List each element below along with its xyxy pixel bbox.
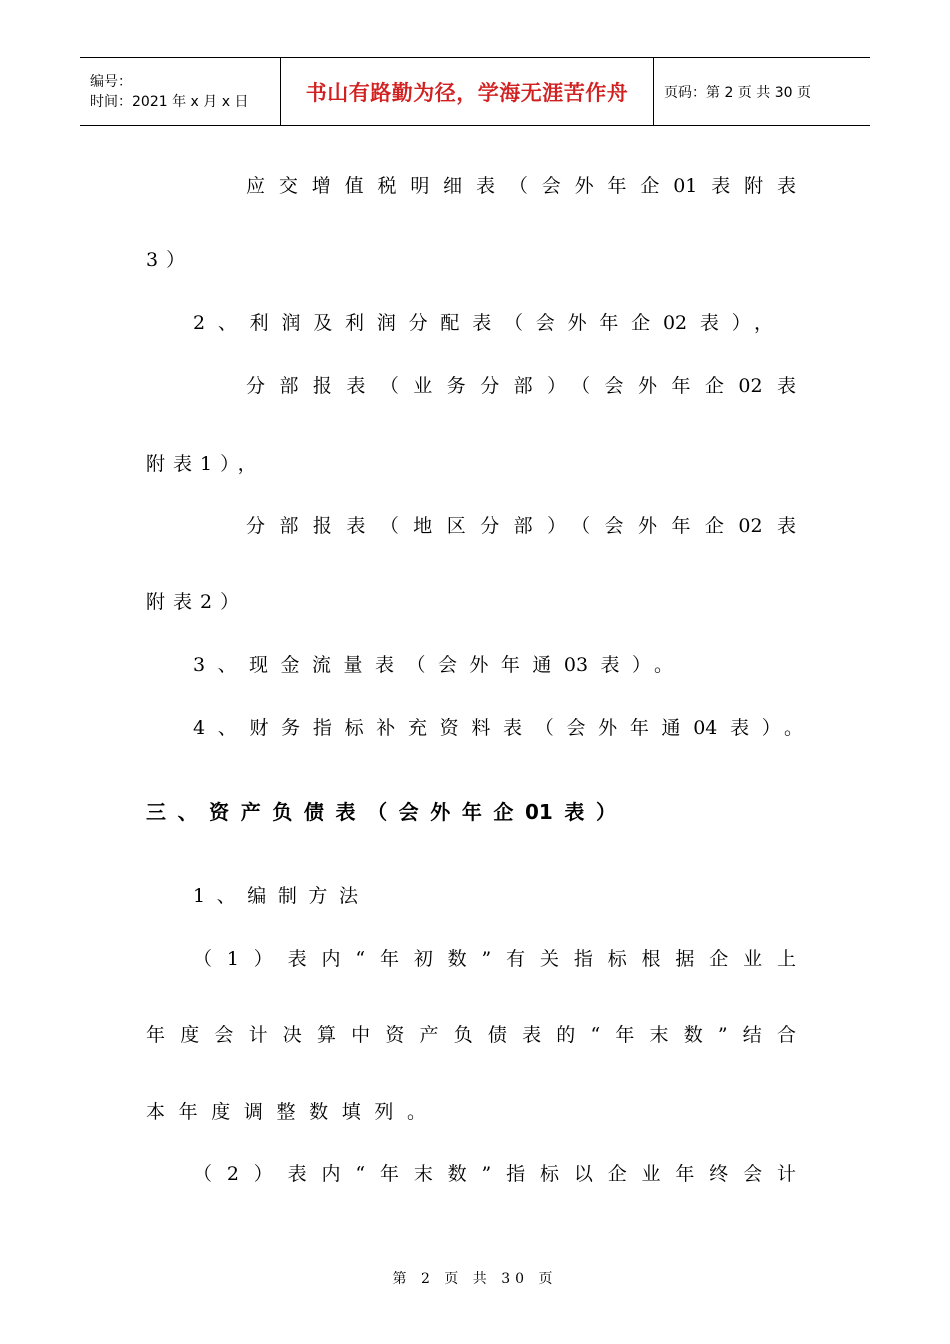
header-motto-cell [281, 58, 654, 125]
body-line: 2、利润及利润分配表（会外年企02表）， [193, 312, 773, 334]
section-heading: 三、资产负债表（会外年企01表） [146, 800, 616, 824]
body-line: 年度会计决算中资产负债表的“年末数”结合 [146, 1024, 796, 1046]
body-line: 4、财务指标补充资料表（会外年通04表）。 [193, 717, 803, 739]
body-line: 本年度调整数填列。 [146, 1101, 426, 1123]
page-footer: 第 2 页 共 30 页 [392, 1271, 558, 1287]
body-line: 分部报表（业务分部）（会外年企02表 [246, 375, 796, 397]
doc-number-label: 编号： [90, 73, 132, 90]
body-line: 应交增值税明细表（会外年企01表附表 [246, 175, 796, 197]
body-line: 附表2） [146, 591, 248, 613]
body-line: 3、现金流量表（会外年通03表）。 [193, 654, 673, 676]
body-line: （2）表内“年末数”指标以企业年终会计 [193, 1163, 796, 1185]
body-line: 分部报表（地区分部）（会外年企02表 [246, 515, 796, 537]
page-header [80, 57, 870, 126]
header-motto: 书山有路勤为径，学海无涯苦作舟 [305, 80, 629, 105]
doc-date-label: 时间：2021 年 x 月 x 日 [90, 93, 249, 110]
body-line: 3） [146, 249, 194, 271]
header-meta [80, 58, 281, 125]
body-line: （1）表内“年初数”有关指标根据企业上 [193, 948, 796, 970]
header-page-cell [654, 58, 870, 125]
body-line: 1、编制方法 [193, 885, 358, 907]
header-page-label: 页码：第 2 页 共 30 页 [664, 84, 811, 101]
body-line: 附表1）， [146, 453, 265, 475]
